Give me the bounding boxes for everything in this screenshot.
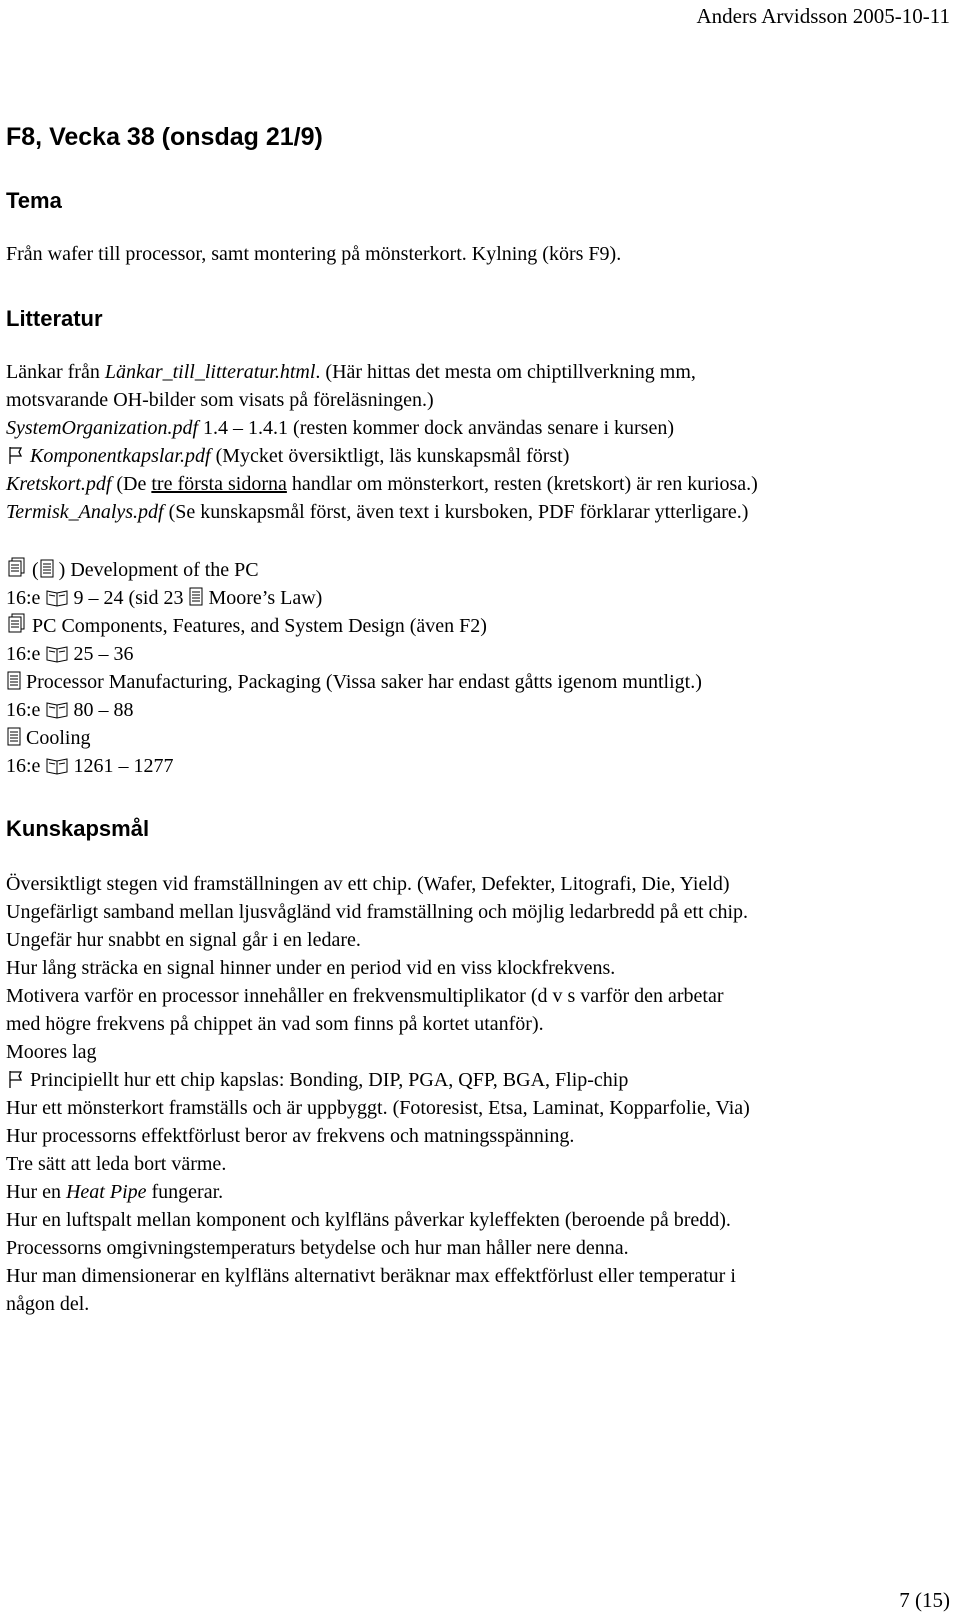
document-icon (39, 559, 55, 587)
kunskapsmal-heading: Kunskapsmål (6, 816, 150, 841)
kunskapsmal-item: Moores lag (6, 1041, 97, 1063)
komponentkapslar-link[interactable]: Komponentkapslar.pdf (30, 445, 211, 467)
document-icon (6, 727, 22, 755)
book-line-7: Cooling (6, 724, 702, 752)
literature-link[interactable]: Länkar_till_litteratur.html (104, 361, 316, 383)
document-icon (6, 671, 22, 699)
litteratur-line-1: Länkar från Länkar_till_litteratur.html. (Här hittas det mesta om chiptillverkning mm, (6, 361, 696, 383)
book-icon (45, 755, 69, 783)
book-line-3: PC Components, Features, and System Design (även F2) (6, 612, 702, 640)
kunskapsmal-item: Motivera varför en processor innehåller en frekvensmultiplikator (d v s varför den arbetar (6, 985, 724, 1007)
book-line-4: 16:e 25 – 36 (6, 640, 702, 668)
termisk-analys-link[interactable]: Termisk_Analys.pdf (6, 501, 164, 523)
kunskapsmal-item: Ungefär hur snabbt en signal går i en ledare. (6, 929, 361, 951)
kunskapsmal-item: Hur man dimensionerar en kylfläns alternativt beräknar max effektförlust eller temperatur i (6, 1265, 736, 1287)
flag-icon (6, 445, 26, 473)
litteratur-line-6: Termisk_Analys.pdf (Se kunskapsmål först, även text i kursboken, PDF förklarar ytterligare.) (6, 501, 749, 523)
page-number: 7 (15) (899, 1588, 950, 1612)
litteratur-list (6, 358, 758, 526)
kunskapsmal-list (6, 870, 750, 1318)
flag-icon (6, 1069, 26, 1097)
book-line-5: Processor Manufacturing, Packaging (Vissa saker har endast gåtts igenom muntligt.) (6, 668, 702, 696)
book-icon (45, 587, 69, 615)
page-title: F8, Vecka 38 (onsdag 21/9) (6, 123, 323, 151)
kunskapsmal-item: Principiellt hur ett chip kapslas: Bonding, DIP, PGA, QFP, BGA, Flip-chip (6, 1066, 750, 1094)
litteratur-line-3: SystemOrganization.pdf 1.4 – 1.4.1 (resten kommer dock användas senare i kursen) (6, 417, 674, 439)
litteratur-line-5: Kretskort.pdf (De tre första sidorna handlar om mönsterkort, resten (kretskort) är ren kuriosa.) (6, 473, 758, 495)
page-header: Anders Arvidsson 2005-10-11 (696, 4, 950, 28)
kunskapsmal-item: Tre sätt att leda bort värme. (6, 1153, 227, 1175)
kunskapsmal-item: Processorns omgivningstemperaturs betydelse och hur man håller nere denna. (6, 1237, 629, 1259)
document-icon (188, 587, 204, 615)
tema-text: Från wafer till processor, samt montering på mönsterkort. Kylning (körs F9). (6, 243, 622, 265)
book-line-8: 16:e 1261 – 1277 (6, 752, 702, 780)
kunskapsmal-item: Ungefärligt samband mellan ljusvågländ vid framställning och möjlig ledarbredd på ett chip. (6, 901, 749, 923)
documents-icon (6, 557, 28, 587)
kunskapsmal-item: Hur ett mönsterkort framställs och är uppbyggt. (Fotoresist, Etsa, Laminat, Kopparfolie, Via) (6, 1097, 750, 1119)
kretskort-link[interactable]: Kretskort.pdf (6, 473, 112, 495)
book-line-6: 16:e 80 – 88 (6, 696, 702, 724)
kunskapsmal-item: Översiktligt stegen vid framställningen av ett chip. (Wafer, Defekter, Litografi, Die, Yield) (6, 873, 730, 895)
litteratur-line-4: Komponentkapslar.pdf (Mycket översiktligt, läs kunskapsmål först) (6, 442, 758, 470)
kunskapsmal-item: Hur lång sträcka en signal hinner under en period vid en viss klockfrekvens. (6, 957, 616, 979)
litteratur-heading: Litteratur (6, 306, 103, 331)
tema-heading: Tema (6, 188, 62, 213)
kunskapsmal-item: Hur processorns effektförlust beror av frekvens och matningsspänning. (6, 1125, 575, 1147)
documents-icon (6, 613, 28, 643)
book-line-1: ( ) Development of the PC (6, 556, 702, 584)
kunskapsmal-item: Hur en Heat Pipe fungerar. (6, 1181, 224, 1203)
book-icon (45, 643, 69, 671)
kunskapsmal-item: Hur en luftspalt mellan komponent och kylfläns påverkar kyleffekten (beroende på bredd). (6, 1209, 731, 1231)
systemorganization-link[interactable]: SystemOrganization.pdf (6, 417, 199, 439)
litteratur-line-2: motsvarande OH-bilder som visats på föreläsningen.) (6, 389, 434, 411)
book-references (6, 556, 702, 780)
book-line-2: 16:e 9 – 24 (sid 23 Moore’s Law) (6, 584, 702, 612)
kunskapsmal-item: någon del. (6, 1293, 90, 1315)
kunskapsmal-item: med högre frekvens på chippet än vad som finns på kortet utanför). (6, 1013, 544, 1035)
book-icon (45, 699, 69, 727)
